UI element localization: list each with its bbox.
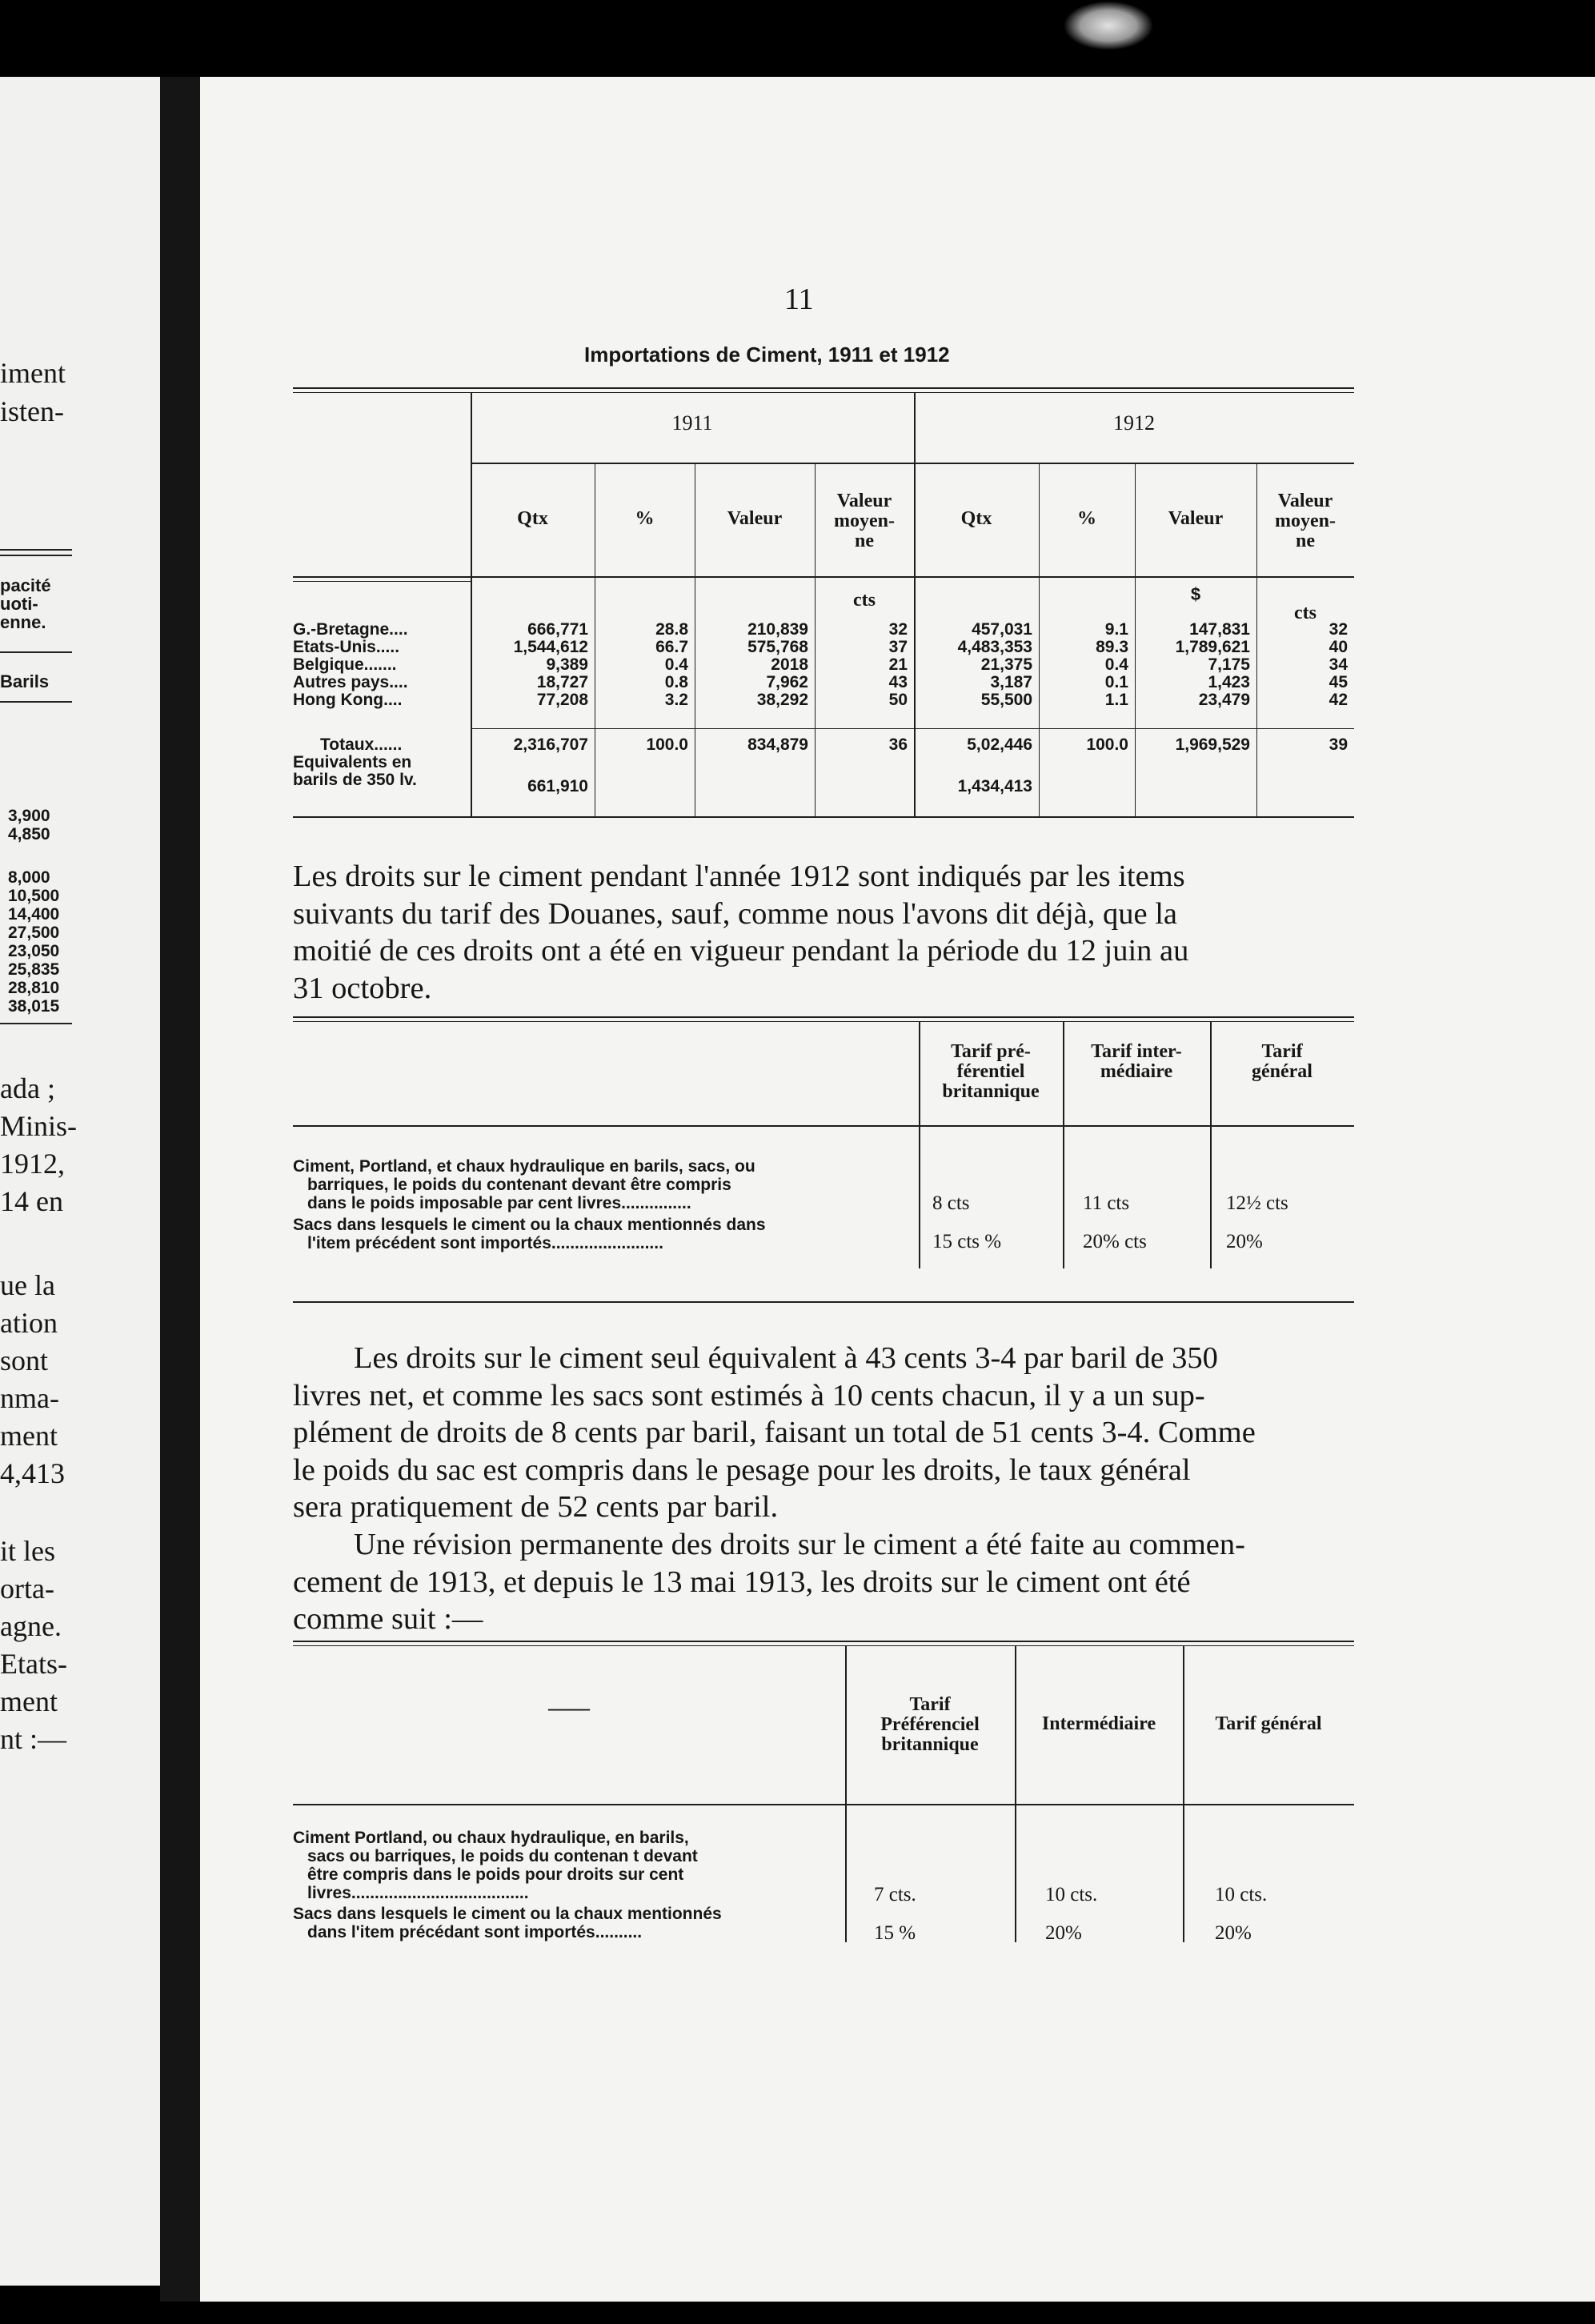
left-facing-page <box>0 77 160 2286</box>
totals-cell: 1,969,529 <box>1175 735 1250 754</box>
left-text-fragment: Etats- <box>0 1648 67 1680</box>
column-header-tarif-intermediaire: Tarif inter- médiaire <box>1091 1041 1182 1083</box>
table-cell: 32 <box>1328 620 1348 639</box>
table-cell: 55,500 <box>980 691 1032 709</box>
paragraph-line: Les droits sur le ciment seul équivalent à 43 cents 3-4 par baril de 350 <box>354 1341 1218 1375</box>
value-cell: 15 cts % <box>932 1231 1002 1252</box>
table-cell: 21 <box>888 655 908 674</box>
table-rule <box>293 1301 1354 1303</box>
left-text-fragment: 4,413 <box>0 1457 65 1489</box>
left-header-fragment: uoti- <box>0 594 38 614</box>
left-number: 25,835 <box>8 960 60 979</box>
scan-artifact <box>1064 2 1152 50</box>
table-cell: 1,423 <box>1208 673 1250 691</box>
value-cell: 20% <box>1226 1231 1263 1252</box>
left-rule <box>0 651 72 653</box>
table-cell: 42 <box>1328 691 1348 709</box>
left-text-fragment: ment <box>0 1685 58 1717</box>
table-cell: 147,831 <box>1189 620 1250 639</box>
left-text-fragment: iment <box>0 357 66 389</box>
table-cell: 40 <box>1328 638 1348 656</box>
table-cell: 457,031 <box>972 620 1032 639</box>
paragraph-droits-1912 <box>293 858 1356 1007</box>
column-header-percent: % <box>635 508 655 529</box>
row-label-sacs: Sacs dans lesquels le ciment ou la chaux mentionnés dans l'item précédant sont importés.......... <box>293 1905 722 1941</box>
table-cell: 21,375 <box>980 655 1032 674</box>
table-cell: 43 <box>888 673 908 691</box>
left-text-fragment: nma- <box>0 1382 59 1414</box>
table-cell: 3.2 <box>664 691 688 709</box>
column-header-qtx: Qtx <box>960 508 992 529</box>
left-number: 14,400 <box>8 905 60 924</box>
table-cell: 0.4 <box>664 655 688 674</box>
value-cell: 15 % <box>874 1922 916 1944</box>
empty-header-dash: —— <box>548 1697 590 1720</box>
table-cell: 9,389 <box>546 655 588 674</box>
left-rule <box>0 1023 72 1024</box>
column-header-valeur: Valeur <box>1168 508 1224 529</box>
left-number: 23,050 <box>8 942 60 960</box>
row-label-ciment: Ciment Portland, ou chaux hydraulique, en barils, sacs ou barriques, le poids du contenan t devant être compris dans le poids pour droits sur cent livres...................................... <box>293 1829 698 1902</box>
left-number: 3,900 <box>8 807 50 825</box>
table-cell: 1,789,621 <box>1175 638 1250 656</box>
value-cell: 8 cts <box>932 1192 970 1214</box>
paragraph-line: livres net, et comme les sacs sont estimés à 10 cents chacun, il y a un sup- <box>293 1378 1205 1412</box>
left-text-fragment: sont <box>0 1344 49 1376</box>
table-cell: 0.8 <box>664 673 688 691</box>
table-cell: 3,187 <box>990 673 1032 691</box>
table-rule <box>293 387 1354 389</box>
left-text-fragment: orta- <box>0 1573 54 1605</box>
table-rule <box>293 1804 1354 1805</box>
year-header-1912: 1912 <box>1113 411 1155 435</box>
left-text-fragment: ation <box>0 1307 58 1339</box>
table-rule <box>293 576 1354 578</box>
table-title: Importations de Ciment, 1911 et 1912 <box>584 343 950 367</box>
table-cell: 0.4 <box>1104 655 1128 674</box>
unit-dollar: $ <box>1190 584 1201 604</box>
paragraph-line: suivants du tarif des Douanes, sauf, comme nous l'avons dit déjà, que la <box>293 896 1178 931</box>
value-cell: 20% <box>1215 1922 1252 1944</box>
paragraph-line: 31 octobre. <box>293 971 432 1005</box>
totals-cell: 39 <box>1328 735 1348 754</box>
table-cell: 50 <box>888 691 908 709</box>
paragraph-line: comme suit :— <box>293 1602 483 1636</box>
table-cell: 45 <box>1328 673 1348 691</box>
left-text-fragment: it les <box>0 1535 55 1567</box>
totals-cell: 100.0 <box>1086 735 1128 754</box>
year-header-1911: 1911 <box>671 411 713 435</box>
totals-cell: 834,879 <box>747 735 808 754</box>
column-header-valeur-moyenne: Valeur moyen- ne <box>1275 491 1336 552</box>
table-rule <box>293 581 471 582</box>
table-cell: 2018 <box>771 655 808 674</box>
table-cell: 38,292 <box>756 691 808 709</box>
table-cell: 66.7 <box>655 638 688 656</box>
row-label: Belgique....... <box>293 655 397 674</box>
table-cell: 77,208 <box>536 691 588 709</box>
column-header-qtx: Qtx <box>517 508 548 529</box>
table-rule <box>293 1645 1354 1646</box>
table-rule <box>293 1641 1354 1642</box>
left-text-fragment: ue la <box>0 1269 55 1301</box>
page-number: 11 <box>784 282 814 316</box>
table-cell: 34 <box>1328 655 1348 674</box>
value-cell: 20% cts <box>1083 1231 1147 1252</box>
unit-cts: cts <box>1294 603 1316 623</box>
left-number: 28,810 <box>8 979 60 997</box>
value-cell: 11 cts <box>1083 1192 1130 1214</box>
page-gutter <box>160 77 200 2302</box>
table-cell: 1,544,612 <box>513 638 588 656</box>
table-column-divider <box>1015 1646 1016 1942</box>
column-header-tarif-general: Tarif général <box>1252 1041 1312 1083</box>
row-label: Hong Kong.... <box>293 691 403 709</box>
table-cell: 9.1 <box>1104 620 1128 639</box>
paragraph-line: cement de 1913, et depuis le 13 mai 1913, les droits sur le ciment ont été <box>293 1565 1191 1599</box>
row-label: Etats-Unis..... <box>293 638 400 656</box>
left-number: 38,015 <box>8 997 60 1016</box>
totals-cell: 2,316,707 <box>513 735 588 754</box>
equiv-label: Equivalents en <box>293 753 412 771</box>
left-header-fragment: enne. <box>0 612 46 632</box>
paragraph-line: plément de droits de 8 cents par baril, faisant un total de 51 cents 3-4. Comme <box>293 1416 1256 1449</box>
left-header-fragment: pacité <box>0 575 51 595</box>
column-header-valeur-moyenne: Valeur moyen- ne <box>834 491 895 552</box>
table-cell: 4,483,353 <box>957 638 1032 656</box>
table-cell: 7,175 <box>1208 655 1250 674</box>
table-rule <box>471 463 1354 464</box>
left-column-label: Barils <box>0 671 50 691</box>
left-text-fragment: ada ; <box>0 1072 55 1104</box>
table-rule <box>293 1016 1354 1018</box>
left-number: 27,500 <box>8 924 60 942</box>
equiv-cell: 661,910 <box>527 777 588 795</box>
table-column-divider <box>1183 1646 1184 1942</box>
table-rule <box>293 816 1354 818</box>
unit-cts: cts <box>853 590 876 611</box>
paragraph-revision-1913 <box>293 1526 1356 1638</box>
totals-label: Totaux...... <box>320 735 403 754</box>
table-cell: 210,839 <box>747 620 808 639</box>
column-header-percent: % <box>1077 508 1096 529</box>
paragraph-droits-equivalents <box>293 1340 1356 1526</box>
table-cell: 89.3 <box>1096 638 1128 656</box>
left-text-fragment: isten- <box>0 395 64 427</box>
paragraph-line: Les droits sur le ciment pendant l'année 1912 sont indiqués par les items <box>293 859 1185 893</box>
table-rule <box>293 1021 1354 1022</box>
table-rule <box>471 728 1354 729</box>
equiv-cell: 1,434,413 <box>957 777 1032 795</box>
totals-cell: 100.0 <box>646 735 688 754</box>
equiv-label: barils de 350 lv. <box>293 771 417 789</box>
value-cell: 20% <box>1045 1922 1082 1944</box>
column-header-tarif-preferenciel: Tarif Préférenciel britannique <box>880 1694 980 1756</box>
column-header-tarif-general: Tarif général <box>1215 1713 1322 1734</box>
left-text-fragment: 1912, <box>0 1148 65 1180</box>
table-cell: 32 <box>888 620 908 639</box>
table-cell: 37 <box>888 638 908 656</box>
table-rule <box>293 1125 1354 1127</box>
row-label-ciment: Ciment, Portland, et chaux hydraulique en barils, sacs, ou barriques, le poids du contenant devant être compris dans le poids imposable par cent livres............... <box>293 1157 755 1212</box>
table-cell: 18,727 <box>536 673 588 691</box>
left-number: 10,500 <box>8 887 60 905</box>
column-header-valeur: Valeur <box>727 508 783 529</box>
column-header-tarif-preferentiel: Tarif pré- férentiel britannique <box>942 1041 1040 1103</box>
table-cell: 23,479 <box>1198 691 1250 709</box>
table-cell: 0.1 <box>1104 673 1128 691</box>
left-text-fragment: ment <box>0 1420 58 1452</box>
row-label: G.-Bretagne.... <box>293 620 408 639</box>
row-label: Autres pays.... <box>293 673 408 691</box>
table-cell: 1.1 <box>1104 691 1128 709</box>
value-cell: 12½ cts <box>1226 1192 1288 1214</box>
paragraph-line: sera pratiquement de 52 cents par baril. <box>293 1490 779 1524</box>
totals-cell: 5,02,446 <box>967 735 1032 754</box>
paragraph-line: Une révision permanente des droits sur le ciment a été faite au commen- <box>354 1528 1245 1561</box>
totals-cell: 36 <box>888 735 908 754</box>
left-rule <box>0 555 72 556</box>
left-number: 8,000 <box>8 868 50 887</box>
table-column-divider <box>845 1646 847 1942</box>
column-header-intermediaire: Intermédiaire <box>1041 1713 1156 1734</box>
left-number: 4,850 <box>8 825 50 843</box>
left-rule <box>0 549 72 551</box>
table-cell: 28.8 <box>655 620 688 639</box>
table-cell: 575,768 <box>747 638 808 656</box>
left-text-fragment: 14 en <box>0 1185 63 1217</box>
left-text-fragment: nt :— <box>0 1723 67 1755</box>
paragraph-line: le poids du sac est compris dans le pesage pour les droits, le taux général <box>293 1452 1191 1487</box>
value-cell: 7 cts. <box>874 1884 916 1905</box>
value-cell: 10 cts. <box>1045 1884 1098 1905</box>
table-rule <box>293 392 1354 393</box>
value-cell: 10 cts. <box>1215 1884 1268 1905</box>
left-text-fragment: agne. <box>0 1610 62 1642</box>
row-label-sacs: Sacs dans lesquels le ciment ou la chaux mentionnés dans l'item précédent sont importés........................ <box>293 1216 766 1252</box>
table-cell: 7,962 <box>766 673 808 691</box>
left-text-fragment: Minis- <box>0 1110 78 1142</box>
table-cell: 666,771 <box>527 620 588 639</box>
left-rule <box>0 701 72 703</box>
paragraph-line: moitié de ces droits ont a été en vigueur pendant la période du 12 juin au <box>293 934 1189 968</box>
